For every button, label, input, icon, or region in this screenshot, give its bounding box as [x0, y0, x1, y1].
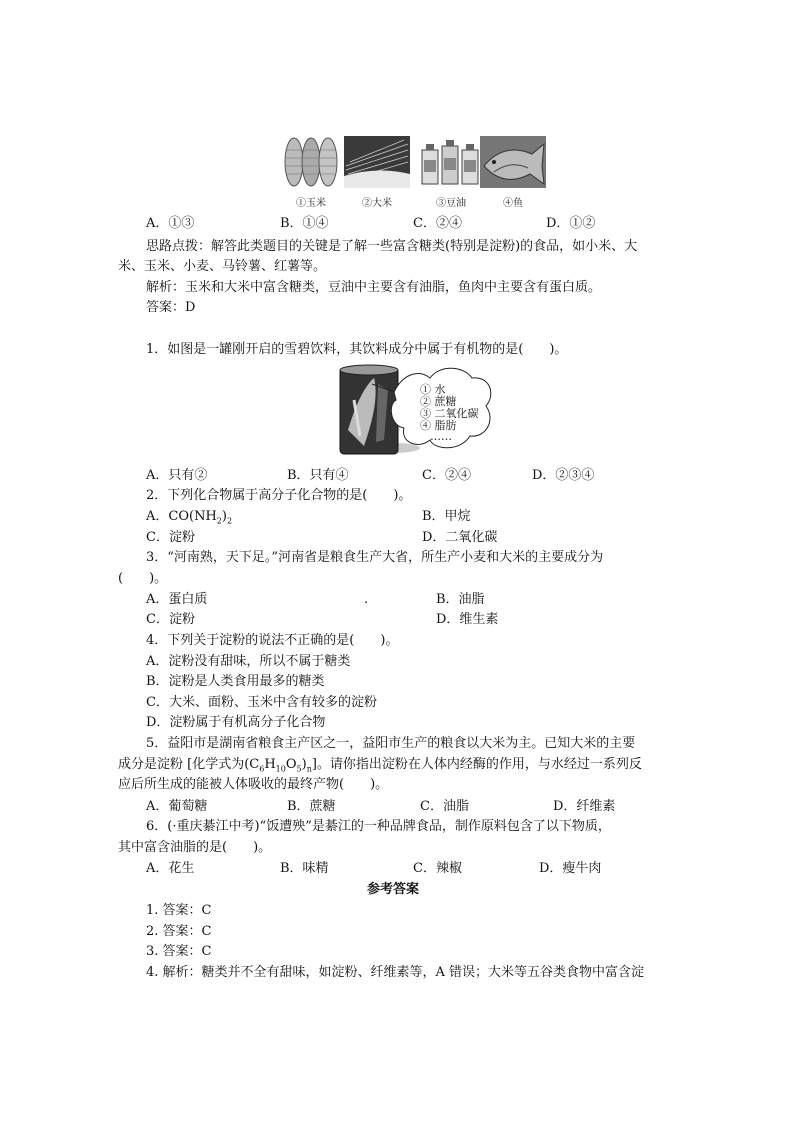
caption-corn: ①玉米 [296, 198, 326, 209]
q3-stray-dot: . [364, 592, 369, 607]
q1-option-c: C．②④ [422, 468, 471, 483]
q6-option-d: D．瘦牛肉 [539, 861, 602, 876]
q5-option-b: B．蔗糖 [287, 799, 336, 814]
q5-stem: 5．益阳市是湖南省粮食主产区之一，益阳市生产的粮食以大米为主。已知大米的主要 [146, 736, 636, 751]
q5-stem-cont2: 应后所生成的能被人体吸收的最终产物( )。 [118, 777, 389, 792]
q4-option-c: C．大米、面粉、玉米中含有较多的淀粉 [146, 695, 377, 710]
example-answer: 答案：D [146, 300, 196, 315]
q2-option-b: B．甲烷 [422, 509, 471, 524]
caption-fish: ④鱼 [503, 198, 523, 209]
q1-stem: 1．如图是一罐刚开启的雪碧饮料，其饮料成分中属于有机物的是( )。 [146, 342, 568, 357]
q1-option-d: D．②③④ [532, 468, 595, 483]
q5-option-a: A．葡萄糖 [146, 799, 208, 814]
bubble-item-water: ① 水 [420, 383, 446, 396]
q2-option-c: C．淀粉 [146, 530, 195, 545]
q2-option-d: D．二氧化碳 [422, 530, 498, 545]
example-option-a: A．①③ [146, 216, 195, 231]
q4-option-a: A．淀粉没有甜味，所以不属于糖类 [146, 654, 351, 669]
q4-option-d: D．淀粉属于有机高分子化合物 [146, 715, 326, 730]
q3-option-b: B．油脂 [436, 592, 485, 607]
answer-2: 2. 答案：C [146, 924, 212, 939]
q5-stem-cont: 成分是淀粉 [化学式为$(C_6H_{10}O_5)_n$]。请你指出淀粉在人体内经酶的作用，与水经过一系列反 [118, 757, 642, 774]
q1-option-b: B．只有④ [287, 468, 349, 483]
q2-option-a: A．$CO(NH_2)_2$ [146, 509, 233, 526]
q1-option-a: A．只有② [146, 468, 208, 483]
q6-stem-cont: 其中富含油脂的是( )。 [118, 840, 272, 855]
q3-option-d: D．维生素 [436, 612, 499, 627]
example-hint: 思路点拨：解答此类题目的关键是了解一些富含糖类(特别是淀粉)的食品，如小米、大 [146, 239, 638, 254]
q6-option-a: A．花生 [146, 861, 195, 876]
example-option-c: C．②④ [413, 216, 462, 231]
q5-option-c: C．油脂 [420, 799, 469, 814]
q3-option-c: C．淀粉 [146, 612, 195, 627]
q5-option-d: D．纤维素 [553, 799, 616, 814]
example-option-b: B．①④ [280, 216, 329, 231]
rice-image [344, 136, 410, 214]
caption-rice: ②大米 [362, 198, 392, 209]
caption-soybean-oil: ③豆油 [436, 198, 466, 209]
sprite-can-figure [334, 360, 496, 458]
bubble-item-sucrose: ② 蔗糖 [420, 395, 457, 408]
q3-option-a: A．蛋白质 [146, 592, 208, 607]
q4-option-b: B．淀粉是人类食用最多的糖类 [146, 674, 325, 689]
q3-stem-cont: ( )。 [118, 571, 168, 586]
soybean-oil-image [418, 136, 484, 214]
bubble-item-fat: ④ 脂肪 [420, 419, 457, 432]
bubble-item-co2: ③ 二氧化碳 [420, 407, 479, 420]
answer-3: 3. 答案：C [146, 944, 212, 959]
example-hint-cont: 米、玉米、小麦、马铃薯、红薯等。 [118, 259, 327, 274]
q6-option-b: B．味精 [280, 861, 329, 876]
bubble-item-ellipsis: …… [430, 430, 452, 443]
q4-stem: 4．下列关于淀粉的说法不正确的是( )。 [146, 633, 399, 648]
answer-4: 4. 解析：糖类并不全有甜味，如淀粉、纤维素等，A 错误；大米等五谷类食物中富含淀 [146, 965, 645, 980]
example-analysis: 解析：玉米和大米中富含糖类，豆油中主要含有油脂，鱼肉中主要含有蛋白质。 [146, 280, 602, 295]
fish-image [480, 136, 546, 214]
answer-1: 1. 答案：C [146, 903, 212, 918]
food-figure [278, 136, 546, 214]
q2-stem: 2．下列化合物属于高分子化合物的是( )。 [146, 488, 412, 503]
q6-option-c: C．辣椒 [413, 861, 462, 876]
example-option-d: D．①② [546, 216, 596, 231]
corn-image [278, 136, 344, 214]
q6-stem: 6．(·重庆綦江中考)“饭遭殃”是綦江的一种品牌食品，制作原料包含了以下物质， [146, 819, 611, 834]
answers-title: 参考答案 [367, 882, 420, 897]
q3-stem: 3．“河南熟，天下足。”河南省是粮食生产大省，所生产小麦和大米的主要成分为 [146, 550, 604, 565]
